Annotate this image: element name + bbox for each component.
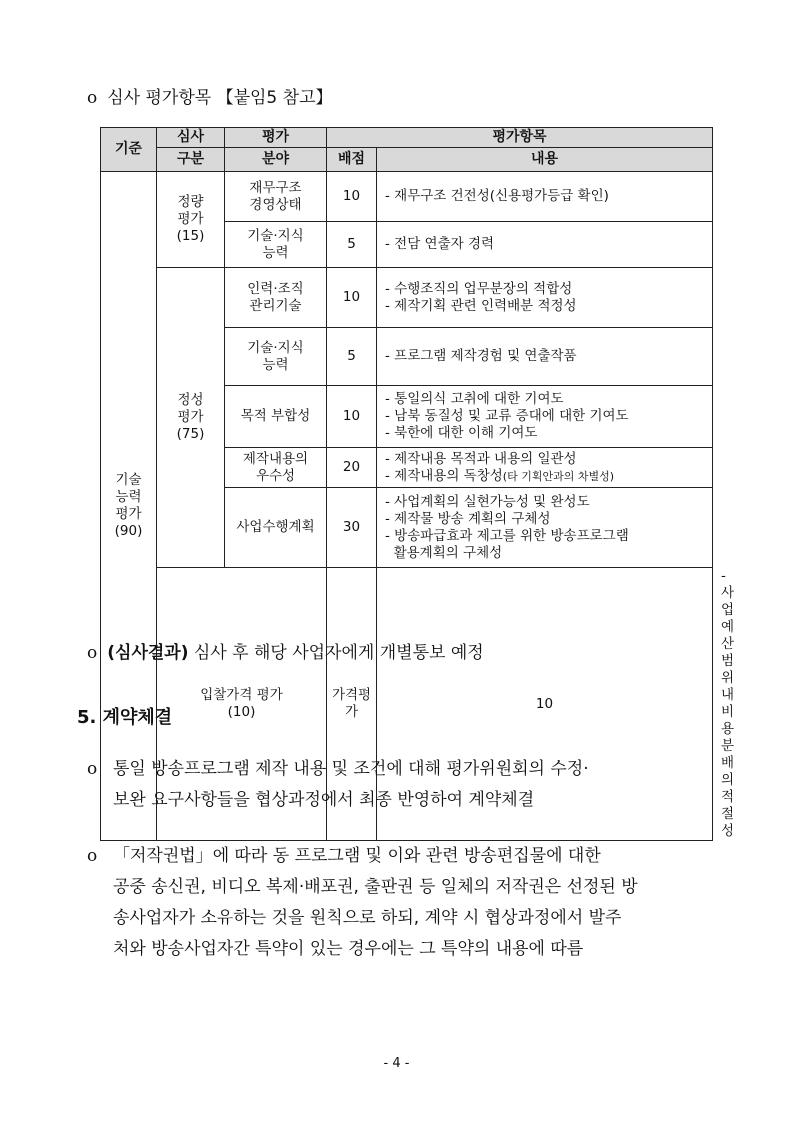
content-line-text: - 제작내용의 독창성: [385, 467, 503, 484]
header-review-type-2: 구분: [157, 148, 225, 172]
content-line: - 제작물 방송 계획의 구체성: [385, 510, 551, 527]
section-title: 5. 계약체결: [77, 707, 173, 728]
bullet-marker: o: [87, 846, 98, 866]
bid-label: (10): [227, 704, 256, 720]
area-label: 제작내용의: [242, 450, 309, 467]
content-cell: [377, 222, 713, 268]
tech-label: 능력: [115, 489, 142, 505]
content-line: [385, 468, 708, 485]
content-line: - 남북 동질성 및 교류 증대에 대한 기여도: [385, 408, 629, 424]
content-line: - 프로그램 제작경험 및 연출작품: [385, 348, 577, 364]
area-label: 사업수행계획: [236, 519, 315, 535]
header-criteria: 기준: [101, 128, 157, 172]
content-line: - 통일의식 고취에 대한 기여도: [385, 391, 564, 407]
score-cell: 5: [327, 328, 377, 386]
qual-label: (75): [176, 426, 205, 442]
area-label: 경영상태: [249, 196, 302, 213]
qual-label: 정성: [177, 392, 204, 408]
content-line: - 제작내용 목적과 내용의 일관성: [385, 450, 577, 467]
table-row: [101, 268, 713, 328]
bid-label: 입찰가격 평가: [200, 687, 283, 703]
content-cell: [377, 268, 713, 328]
result-line: [87, 639, 484, 667]
content-cell: [377, 328, 713, 386]
content-cell: [377, 172, 713, 222]
header-content: 내용: [377, 148, 713, 172]
score-cell: 10: [327, 172, 377, 222]
result-label: (심사결과): [107, 643, 189, 663]
bullet-marker: o: [87, 643, 98, 663]
area-label: 목적 부합성: [240, 408, 311, 424]
score-cell: 20: [327, 448, 377, 488]
area-cell: [225, 328, 327, 386]
header-score: 배점: [327, 148, 377, 172]
area-label: 능력: [262, 356, 289, 373]
paragraph-line: 통일 방송프로그램 제작 내용 및 조건에 대해 평가위원회의 수정·: [113, 759, 589, 779]
content-line: - 제작기획 관련 인력배분 적정성: [385, 297, 577, 314]
paragraph-2: [87, 841, 727, 965]
score-cell: 10: [327, 386, 377, 448]
area-label: 기술·지식: [247, 227, 304, 244]
content-line: - 사업계획의 실현가능성 및 완성도: [385, 493, 590, 510]
bullet-marker: o: [87, 88, 98, 108]
area-label: 기술·지식: [247, 339, 304, 356]
paragraph-1: [87, 754, 727, 816]
area-cell: [225, 386, 327, 448]
area-cell: [225, 222, 327, 268]
score-cell: 5: [327, 222, 377, 268]
header-review-type-1: 심사: [157, 128, 225, 148]
page-number: - 4 -: [383, 1056, 410, 1071]
area-cell: [225, 448, 327, 488]
header-eval-area-2: 분야: [225, 148, 327, 172]
intro-line: [87, 84, 333, 112]
table-row: 입찰가격 평가 (10) 가격평가 10 - 사업예산 범위 내 비용분배의 적절성: [101, 568, 713, 841]
qual-label: 평가: [177, 409, 204, 425]
area-label: 우수성: [255, 467, 296, 484]
score-cell: 10: [327, 268, 377, 328]
quant-eval-cell: [157, 172, 225, 268]
area-label: 인력·조직: [247, 280, 304, 297]
paragraph-line: 보완 요구사항들을 협상과정에서 최종 반영하여 계약체결: [113, 790, 535, 810]
qual-eval-cell: [157, 268, 225, 568]
content-line: - 재무구조 건전성(신용평가등급 확인): [385, 188, 609, 204]
content-cell: [377, 386, 713, 448]
area-cell: [225, 172, 327, 222]
content-cell: [377, 488, 713, 568]
paragraph-line: 공중 송신권, 비디오 복제·배포권, 출판권 등 일체의 저작권은 선정된 방: [113, 877, 638, 897]
score-cell: 30: [327, 488, 377, 568]
paragraph-line: 송사업자가 소유하는 것을 원칙으로 하되, 계약 시 협상과정에서 발주: [113, 908, 622, 928]
area-cell: [225, 488, 327, 568]
content-line: - 방송파급효과 제고를 위한 방송프로그램: [385, 527, 629, 544]
quant-label: 평가: [177, 211, 204, 227]
result-text: 심사 후 해당 사업자에게 개별통보 예정: [188, 643, 484, 663]
area-label: 능력: [262, 244, 289, 261]
tech-label: 기술: [115, 472, 142, 488]
header-eval-items: 평가항목: [327, 128, 713, 148]
paragraph-line: 「저작권법」에 따라 동 프로그램 및 이와 관련 방송편집물에 대한: [113, 846, 601, 866]
header-eval-area-1: 평가: [225, 128, 327, 148]
area-cell: 가격평가: [327, 568, 377, 841]
quant-label: (15): [176, 228, 205, 244]
area-label: 관리기술: [249, 297, 302, 314]
area-cell: [225, 268, 327, 328]
intro-text: 심사 평가항목 【붙임5 참고】: [107, 88, 333, 108]
quant-label: 정량: [177, 194, 204, 210]
tech-label: (90): [114, 523, 143, 539]
tech-label: 평가: [115, 506, 142, 522]
content-line: 활용계획의 구체성: [385, 544, 503, 561]
tech-criteria-cell: [101, 172, 157, 841]
bullet-marker: o: [87, 759, 98, 779]
table-row: [101, 172, 713, 222]
area-label: 재무구조: [249, 179, 302, 196]
content-cell: [377, 448, 713, 488]
evaluation-criteria-table: [100, 127, 735, 841]
content-line-note: (타 기획안과의 차별성): [502, 469, 615, 483]
content-line: - 수행조직의 업무분장의 적합성: [385, 280, 573, 297]
content-line: - 전담 연출자 경력: [385, 236, 495, 252]
paragraph-line: 처와 방송사업자간 특약이 있는 경우에는 그 특약의 내용에 따름: [113, 939, 584, 959]
content-line: - 북한에 대한 이해 기여도: [385, 425, 538, 441]
score-cell: 10: [377, 568, 713, 841]
